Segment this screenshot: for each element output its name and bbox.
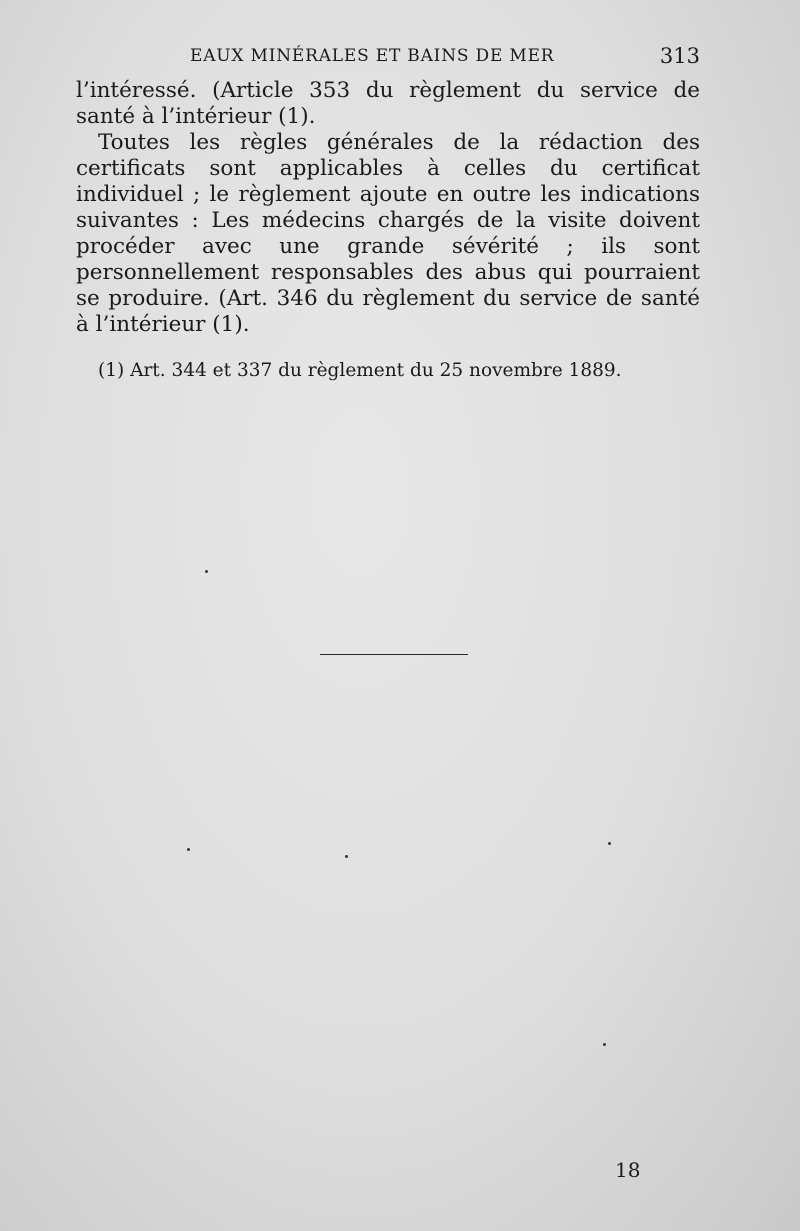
- footnote: (1) Art. 344 et 337 du règlement du 25 novembre 1889.: [98, 360, 622, 381]
- running-head: EAUX MINÉRALES ET BAINS DE MER: [190, 46, 555, 66]
- signature-mark: 18: [615, 1158, 641, 1182]
- paper-speck: [608, 842, 611, 845]
- paper-speck: [603, 1043, 606, 1046]
- paper-speck: [187, 848, 190, 851]
- paragraph-continuation: l’intéressé. (Article 353 du règlement du service de santé à l’intérieur (1).: [76, 78, 700, 129]
- paper-speck: [345, 855, 348, 858]
- page-number: 313: [659, 44, 700, 68]
- paragraph-certificates: Toutes les règles générales de la rédaction des certificats sont applicables à celles du certificat individuel ; le règlement ajoute en outre les indications suivantes : Les médecins chargés de la visite doivent procéder avec une grande sévérité ; ils sont personnellement responsables des abus qui pourraient se produire. (Art. 346 du règlement du service de santé à l’intérieur (1).: [76, 130, 700, 337]
- body-text: [76, 78, 700, 338]
- paper-speck: [205, 570, 208, 573]
- end-rule: [320, 654, 468, 655]
